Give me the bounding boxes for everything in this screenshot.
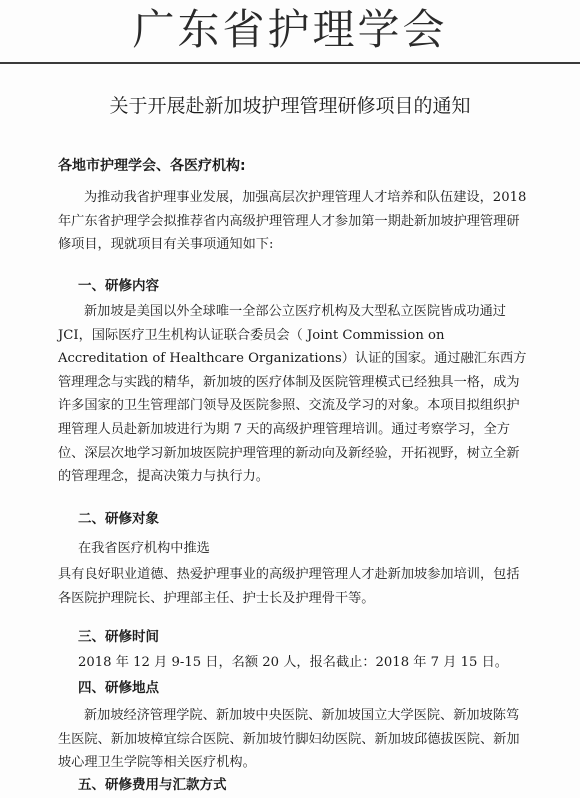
section-location-text: 新加坡经济管理学院、新加坡中央医院、新加坡国立大学医院、新加坡陈笃生医院、新加坡樟宜综合医院、新加坡竹脚妇幼医院、新加坡邱德拔医院、新加坡心理卫生学院等相关医疗机构。	[58, 708, 520, 771]
section-time-text: 2018 年 12 月 9-15 日，名额 20 人，报名截止：2018 年 7 月 15 日。	[78, 655, 508, 670]
letterhead-divider	[0, 62, 580, 64]
section-content-text: 新加坡是美国以外全球唯一全部公立医疗机构及大型私立医院皆成功通过JCI，国际医疗卫生机构认证联合委员会（ Joint Commission on Accreditation of Healthcare Organizations）认证的国家。通过融汇东西方管理理念与实践的精华，新加坡的医疗体制及医院管理模式已经独具一格，成为许多国家的卫生管理部门领导及医院参照、交流及学习的对象。本项目拟组织护理管理人员赴新加坡进行为期 7 天的高级护理管理培训。通过考察学习，全方位、深层次地学习新加坡医院护理管理的新动向及新经验，开拓视野，树立全新的管理理念，提高决策力与执行力。	[58, 304, 527, 485]
document-title: 关于开展赴新加坡护理管理研修项目的通知	[109, 95, 471, 117]
section-location-paragraph	[58, 704, 528, 775]
section-target-paragraph	[58, 563, 528, 610]
section-heading-fees: 五、研修费用与汇款方式	[78, 777, 227, 793]
addressee-line: 各地市护理学会、各医疗机构:	[58, 158, 246, 174]
section-content-paragraph	[58, 300, 528, 489]
org-letterhead: 广东省护理学会	[132, 5, 448, 54]
section-heading-location: 四、研修地点	[78, 680, 159, 696]
section-target-line1: 在我省医疗机构中推选	[78, 541, 210, 556]
intro-text: 为推动我省护理事业发展，加强高层次护理管理人才培养和队伍建设，2018年广东省护理学会拟推荐省内高级护理管理人才参加第一期赴新加坡护理管理研修项目，现就项目有关事项通知如下:	[58, 190, 527, 253]
intro-paragraph	[58, 186, 528, 257]
section-heading-target: 二、研修对象	[78, 511, 159, 527]
section-target-text: 具有良好职业道德、热爱护理事业的高级护理管理人才赴新加坡参加培训，包括各医院护理院长、护理部主任、护士长及护理骨干等。	[58, 567, 520, 606]
section-heading-time: 三、研修时间	[78, 629, 159, 645]
section-heading-content: 一、研修内容	[78, 278, 159, 294]
